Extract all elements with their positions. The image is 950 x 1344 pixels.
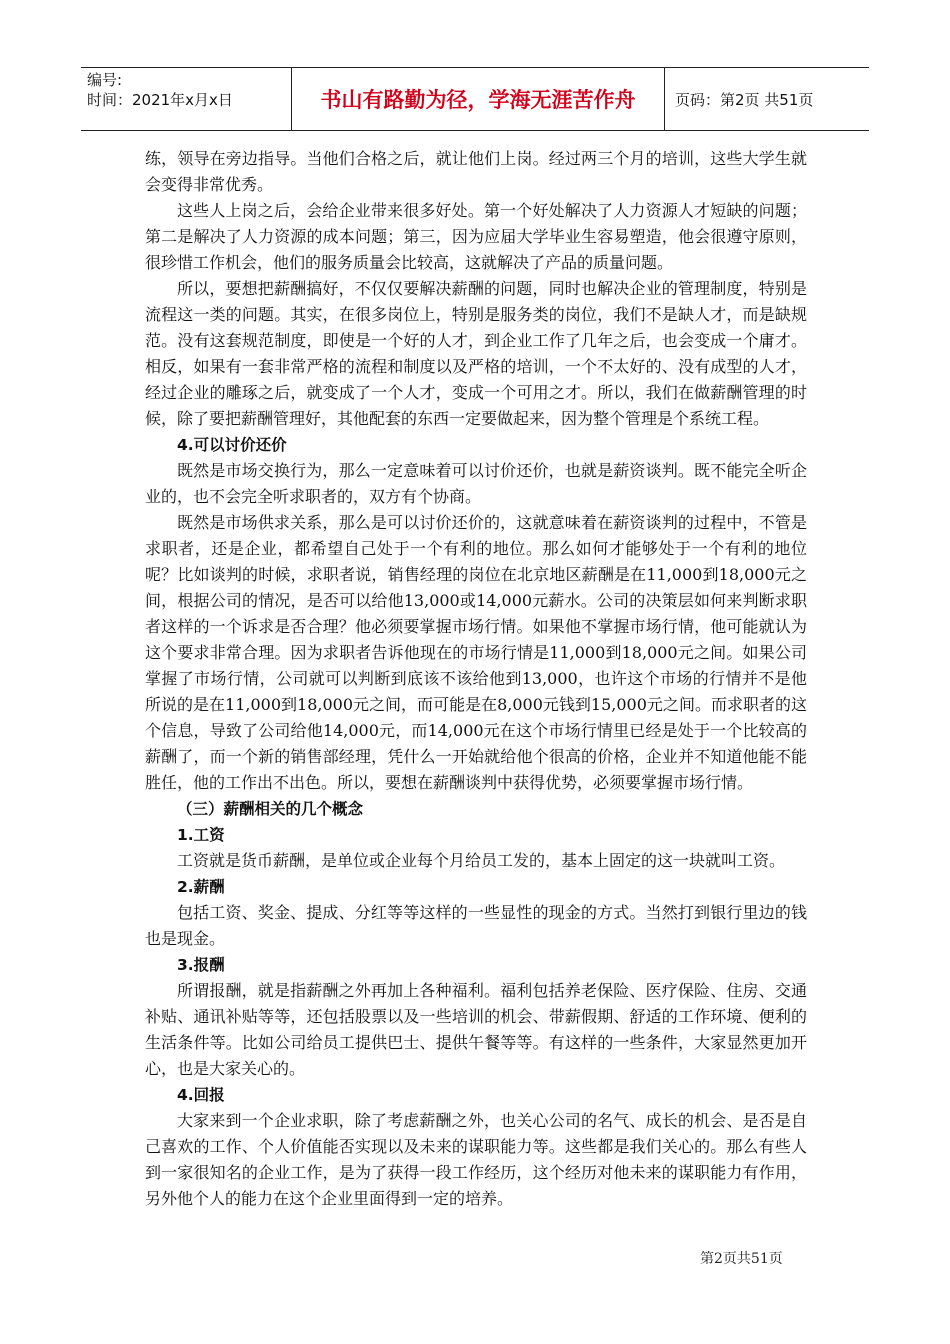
header-motto: 书山有路勤为径，学海无涯苦作舟	[292, 68, 665, 130]
paragraph: 练，领导在旁边指导。当他们合格之后，就让他们上岗。经过两三个月的培训，这些大学生就会变得非常优秀。	[145, 149, 807, 194]
paragraph: 既然是市场供求关系，那么是可以讨价还价的，这就意味着在薪资谈判的过程中，不管是求职者，还是企业，都希望自己处于一个有利的地位。那么如何才能够处于一个有利的地位呢？比如谈判的时候，求职者说，销售经理的岗位在北京地区薪酬是在11,000到18,000元之间，根据公司的情况，是否可以给他13,000或14,000元薪水。公司的决策层如何来判断求职者这样的一个诉求是否合理？他必须要掌握市场行情。如果他不掌握市场行情，他可能就认为这个要求非常合理。因为求职者告诉他现在的市场行情是11,000到18,000元之间。如果公司掌握了市场行情，公司就可以判断到底该不该给他到13,000，也许这个市场的行情并不是他所说的是在11,000到18,000元之间，而可能是在8,000元钱到15,000元之间。而求职者的这个信息，导致了公司给他14,000元，而14,000元在这个市场行情里已经是处于一个比较高的薪酬了，而一个新的销售部经理，凭什么一开始就给他个很高的价格，企业并不知道他能不能胜任，他的工作出不出色。所以，要想在薪酬谈判中获得优势，必须要掌握市场行情。	[145, 513, 807, 792]
paragraph: 所谓报酬，就是指薪酬之外再加上各种福利。福利包括养老保险、医疗保险、住房、交通补贴、通讯补贴等等，还包括股票以及一些培训的机会、带薪假期、舒适的工作环境、便利的生活条件等。比如公司给员工提供巴士、提供午餐等等。有这样的一些条件，大家显然更加开心，也是大家关心的。	[145, 981, 807, 1078]
subsection-heading: 3.报酬	[177, 956, 225, 974]
paragraph: 所以，要想把薪酬搞好，不仅仅要解决薪酬的问题，同时也解决企业的管理制度，特别是流程这一类的问题。其实，在很多岗位上，特别是服务类的岗位，我们不是缺人才，而是缺规范。没有这套规范制度，即使是一个好的人才，到企业工作了几年之后，也会变成一个庸才。相反，如果有一套非常严格的流程和制度以及严格的培训，一个不太好的、没有成型的人才，经过企业的雕琢之后，就变成了一个人才，变成一个可用之才。所以，我们在做薪酬管理的时候，除了要把薪酬管理好，其他配套的东西一定要做起来，因为整个管理是个系统工程。	[145, 279, 807, 428]
subsection-heading: 2.薪酬	[177, 878, 225, 896]
paragraph: 包括工资、奖金、提成、分红等等这样的一些显性的现金的方式。当然打到银行里边的钱也是现金。	[145, 903, 807, 948]
header-page-info: 页码：第2页 共51页	[675, 90, 814, 109]
paragraph: 这些人上岗之后，会给企业带来很多好处。第一个好处解决了人力资源人才短缺的问题；第二是解决了人力资源的成本问题；第三，因为应届大学毕业生容易塑造，他会很遵守原则，很珍惜工作机会，他们的服务质量会比较高，这就解决了产品的质量问题。	[145, 201, 807, 272]
subsection-heading: 4.回报	[177, 1086, 225, 1104]
page-header	[81, 67, 869, 131]
paragraph: 大家来到一个企业求职，除了考虑薪酬之外，也关心公司的名气、成长的机会、是否是自己喜欢的工作、个人价值能否实现以及未来的谋职能力等。这些都是我们关心的。那么有些人到一家很知名的企业工作，是为了获得一段工作经历，这个经历对他未来的谋职能力有作用，另外他个人的能力在这个企业里面得到一定的培养。	[145, 1111, 807, 1208]
section-heading: （三）薪酬相关的几个概念	[177, 800, 364, 818]
section-heading: 4.可以讨价还价	[177, 436, 287, 454]
page-footer: 第2页共51页	[700, 1251, 783, 1267]
header-meta	[81, 68, 292, 130]
number-label: 编号:	[87, 71, 123, 89]
subsection-heading: 1.工资	[177, 826, 225, 844]
paragraph: 工资就是货币薪酬，是单位或企业每个月给员工发的，基本上固定的这一块就叫工资。	[177, 851, 786, 870]
document-body	[145, 146, 807, 1212]
time-label: 时间：2021年x月x日	[87, 91, 233, 109]
paragraph: 既然是市场交换行为，那么一定意味着可以讨价还价，也就是薪资谈判。既不能完全听企业的，也不会完全听求职者的，双方有个协商。	[145, 461, 807, 506]
